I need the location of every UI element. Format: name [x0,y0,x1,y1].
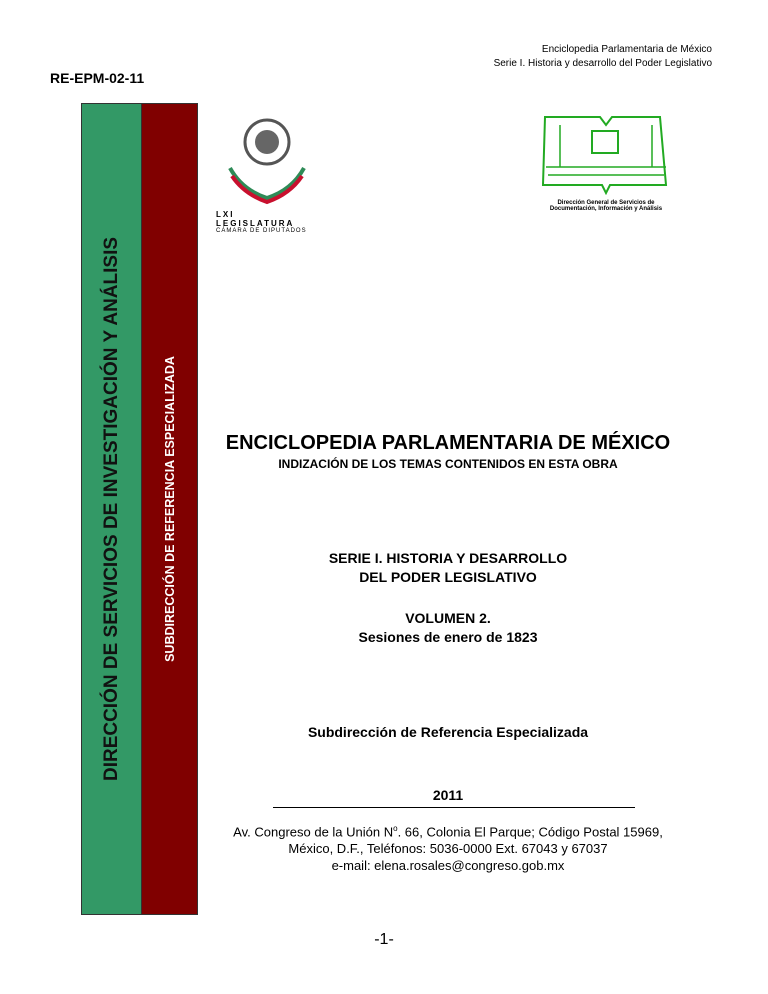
address-block [200,820,696,874]
serie-line-2: DEL PODER LEGISLATIVO [359,569,537,585]
sidebar-green-band [81,103,143,915]
volumen-line-2: Sesiones de enero de 1823 [358,629,538,645]
address-sup: o [393,824,398,833]
dgsdia-logo [540,115,672,215]
header-line-2: Serie I. Historia y desarrollo del Poder Legislativo [493,58,712,69]
logo-left-line-2: CÁMARA DE DIPUTADOS [216,228,307,234]
address-line-1a: Av. Congreso de la Unión N [233,824,394,840]
logo-left-line-1: LXI LEGISLATURA [216,210,295,228]
volumen-line-1: VOLUMEN 2. [405,610,491,626]
serie-heading [200,549,696,587]
header-line-1: Enciclopedia Parlamentaria de México [541,44,712,55]
year: 2011 [432,787,464,803]
sidebar-green-text: DIRECCIÓN DE SERVICIOS DE INVESTIGACIÓN Y ANÁLISIS [101,236,122,782]
address-email: e-mail: elena.rosales@congreso.gob.mx [331,858,565,874]
address-line-2: México, D.F., Teléfonos: 5036-0000 Ext. 67043 y 67037 [288,841,608,857]
running-header [494,43,712,71]
office-name: Subdirección de Referencia Especializada [307,724,589,740]
serie-line-1: SERIE I. HISTORIA Y DESARROLLO [328,550,568,566]
page-number: -1- [374,931,394,948]
logo-right-line-1: Dirección General de Servicios de [557,200,655,206]
document-title: ENCICLOPEDIA PARLAMENTARIA DE MÉXICO [225,432,671,454]
logo-right-line-2: Documentación, Información y Análisis [549,206,663,212]
divider [273,807,635,808]
lxi-legislatura-logo [216,110,312,234]
document-subtitle: INDIZACIÓN DE LOS TEMAS CONTENIDOS EN ESTA OBRA [278,457,618,471]
address-line-1b: . 66, Colonia El Parque; Código Postal 15969, [397,824,663,840]
book-building-icon [540,115,672,195]
sidebar-red-band [141,103,198,915]
sidebar-red-text: SUBDIRECCIÓN DE REFERENCIA ESPECIALIZADA [162,356,177,662]
document-code: RE-EPM-02-11 [50,70,145,86]
volumen-heading [200,609,696,647]
seal-icon [222,110,312,205]
